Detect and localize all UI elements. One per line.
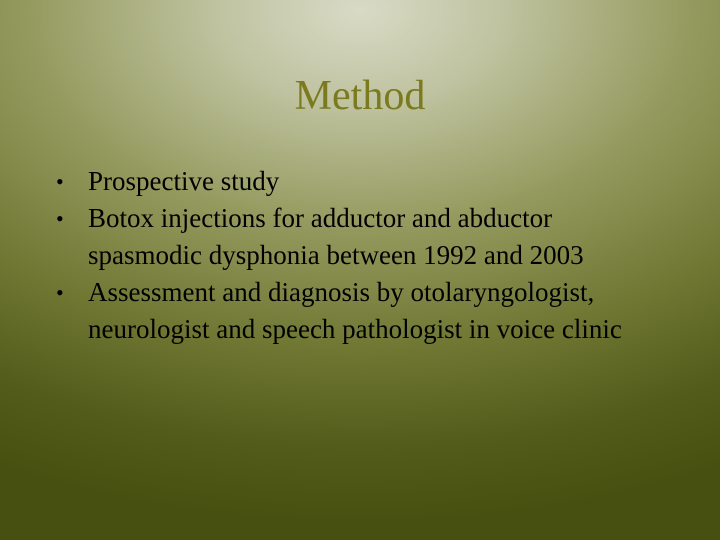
bullet-text-1: Prospective study — [88, 166, 280, 196]
bullet-dot-icon: • — [56, 280, 64, 305]
bullet-dot-icon: • — [56, 169, 64, 194]
bullet-item-2 — [56, 200, 666, 274]
bullet-list — [56, 163, 666, 348]
bullet-dot-icon: • — [56, 206, 64, 231]
bullet-text-3: Assessment and diagnosis by otolaryngologist, neurologist and speech pathologist in voice clinic — [88, 277, 622, 344]
bullet-item-1 — [56, 163, 666, 200]
slide-title: Method — [294, 73, 426, 119]
bullet-text-2: Botox injections for adductor and abductor spasmodic dysphonia between 1992 and 2003 — [88, 203, 584, 270]
bullet-item-3 — [56, 274, 666, 348]
